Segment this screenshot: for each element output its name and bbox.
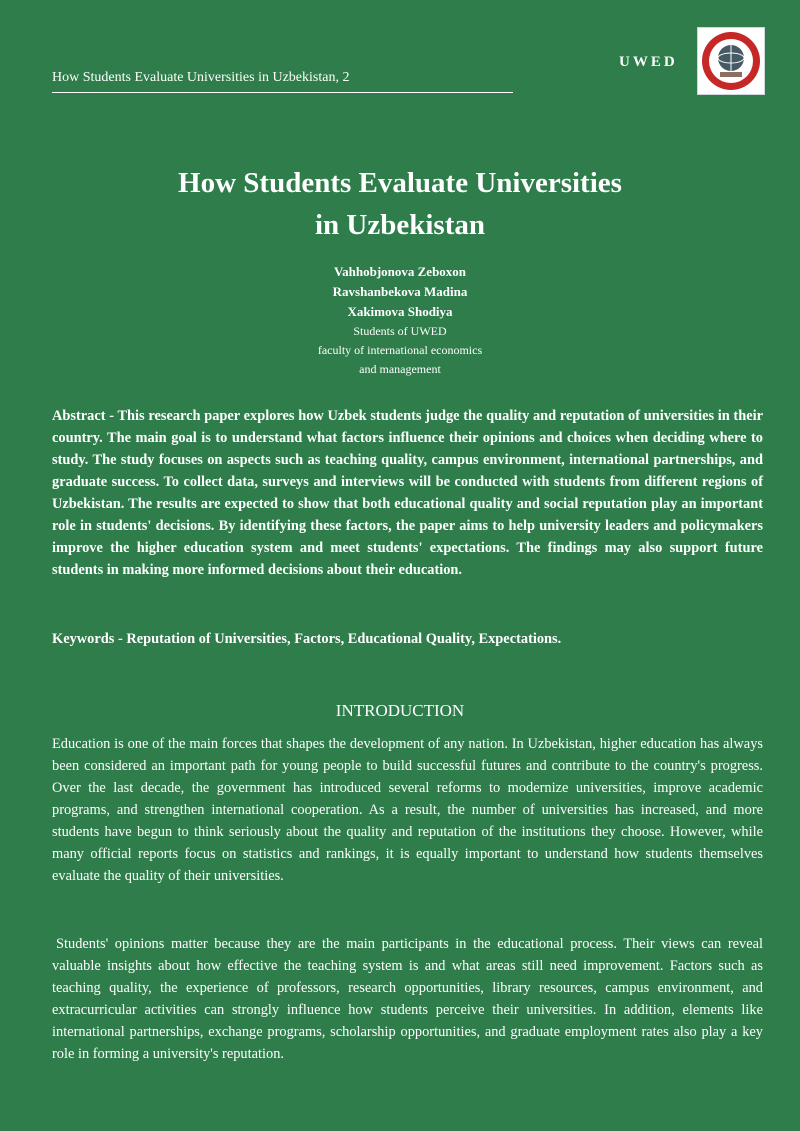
paper-title: [0, 162, 800, 246]
affiliation-line: faculty of international economics: [317, 343, 483, 357]
header-rule: [52, 92, 513, 93]
body-paragraph: Education is one of the main forces that shapes the development of any nation. In Uzbekistan, higher education has always been considered an important path for young people to build successful futures and contribute to the country's progress. Over the last decade, the government has introduced several reforms to modernize universities, improve academic programs, and strengthen international cooperation. As a result, the number of universities has increased, and more students have begun to think seriously about the quality and reputation of the institutions they choose. However, while many official reports focus on statistics and rankings, it is equally important to understand how students themselves evaluate the quality of their universities.: [52, 736, 763, 884]
keywords: Keywords - Reputation of Universities, Factors, Educational Quality, Expectations.: [52, 631, 562, 647]
author-name: Ravshanbekova Madina: [332, 284, 468, 299]
author-block: [0, 262, 800, 379]
running-header: How Students Evaluate Universities in Uzbekistan, 2: [52, 70, 350, 85]
brand-name: UWED: [619, 54, 678, 70]
title-line-2: in Uzbekistan: [314, 209, 485, 241]
author-name: Vahhobjonova Zeboxon: [333, 264, 467, 279]
abstract: Abstract - This research paper explores how Uzbek students judge the quality and reputation of universities in their country. The main goal is to understand what factors influence their opinions and choices when deciding where to study. The study focuses on aspects such as teaching quality, campus environment, international partnerships, and graduate success. To collect data, surveys and interviews will be conducted with students from different regions of Uzbekistan. The results are expected to show that both educational quality and social reputation play an important role in students' decisions. By identifying these factors, the paper aims to help university leaders and policymakers improve the higher education system and meet students' expectations. The findings may also support future students in making more informed decisions about their education.: [52, 408, 763, 578]
title-line-1: How Students Evaluate Universities: [178, 167, 622, 199]
uwed-seal-logo-icon: [697, 27, 765, 95]
author-name: Xakimova Shodiya: [347, 304, 453, 319]
body-paragraph: Students' opinions matter because they are the main participants in the educational process. Their views can reveal valuable insights about how effective the teaching system is and what areas still need improvement. Factors such as teaching quality, the experience of professors, research opportunities, library resources, campus environment, and extracurricular activities can strongly influence how students perceive their universities. In addition, elements like international partnerships, exchange programs, scholarship opportunities, and graduate employment rates also play a key role in forming a university's reputation.: [52, 936, 763, 1062]
affiliation-line: Students of UWED: [353, 324, 447, 338]
section-heading-introduction: INTRODUCTION: [335, 701, 465, 720]
affiliation-line: and management: [359, 362, 441, 376]
